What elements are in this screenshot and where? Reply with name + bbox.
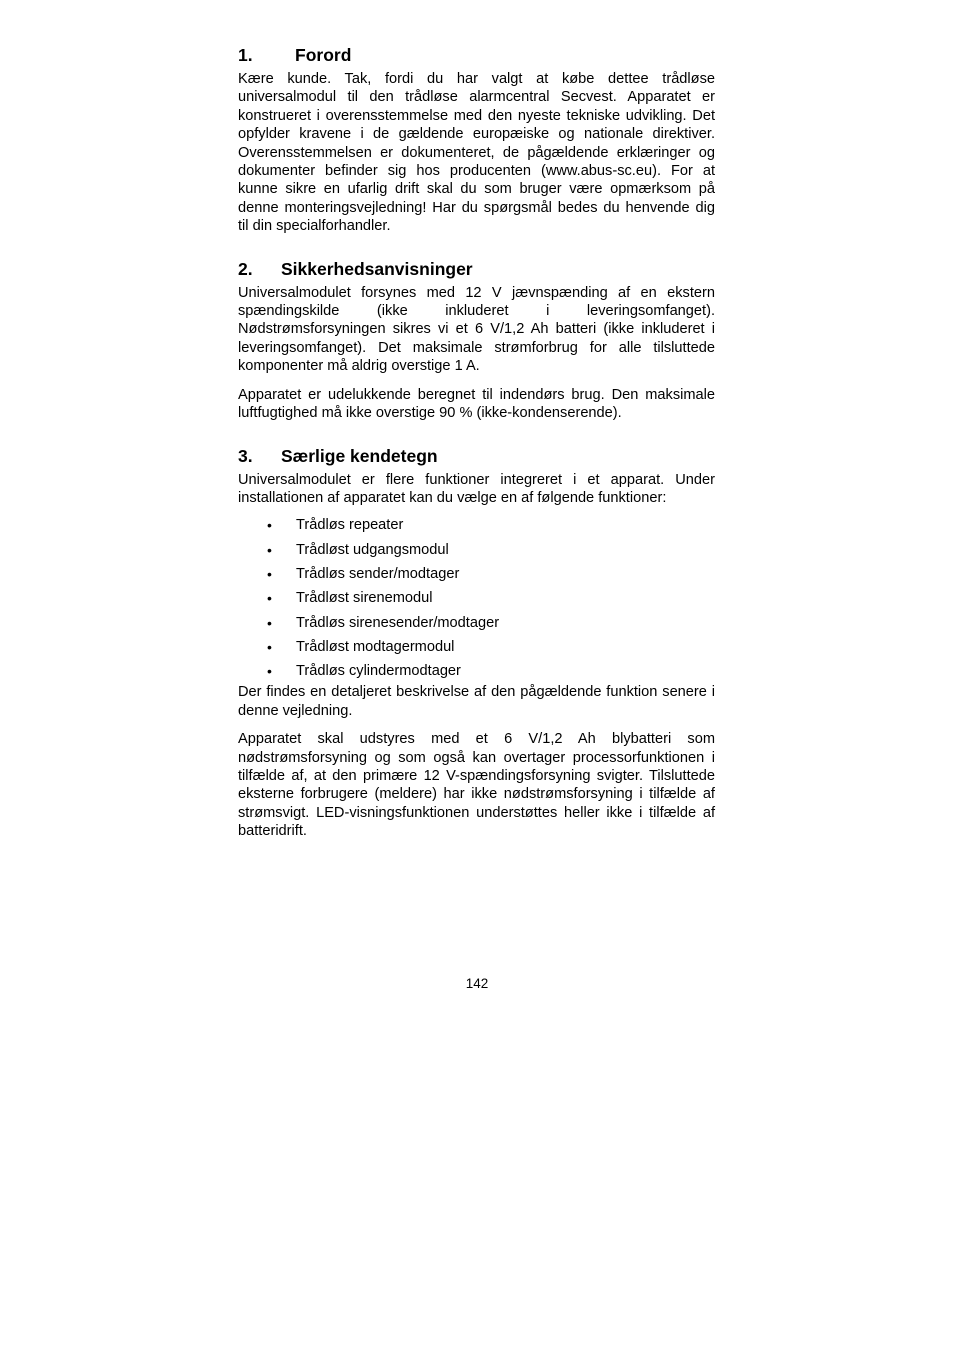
section-title: Særlige kendetegn <box>281 445 438 466</box>
bullet-icon: • <box>267 663 272 680</box>
paragraph: Kære kunde. Tak, fordi du har valgt at købe dettee trådløse universalmodul til den trådløse alarmcentral Secvest. Apparatet er konstrueret i overensstemmelse med den nyeste tekniske udvikling. Det opfylder kravene i de gældende europæiske og nationale direktiver. Overensstemmelsen er dokumenteret, de pågældende erklæringer og dokumenter befinder sig hos producenten (www.abus-sc.eu). For at kunne sikre en ufarlig drift skal du som bruger være opmærksom på denne monteringsvejledning! Har du spørgsmål bedes du henvende dig til din specialforhandler. <box>238 71 715 235</box>
list-item: • Trådløs sirenesender/modtager <box>238 611 715 635</box>
section-number: 1. <box>238 45 253 65</box>
bullet-icon: • <box>267 565 272 582</box>
document-page <box>238 44 715 841</box>
paragraph: Der findes en detaljeret beskrivelse af den pågældende funktion senere i denne vejledning. <box>238 684 715 719</box>
paragraph: Universalmodulet er flere funktioner integreret i et apparat. Under installationen af apparatet kan du vælge en af følgende funktioner: <box>238 471 715 506</box>
bullet-icon: • <box>267 541 272 558</box>
list-item: • Trådløs repeater <box>238 513 715 537</box>
paragraph: Apparatet skal udstyres med et 6 V/1,2 Ah blybatteri som nødstrømsforsyning og som også kan overtager processorfunktionen i tilfælde af, at den primære 12 V-spændingsforsyning svigter. Tilsluttede eksterne forbrugere (meldere) har ikke nødstrømsforsyning i tilfælde af strømsvigt. LED-visningsfunktionen understøttes heller ikke i tilfælde af batteridrift. <box>238 731 715 840</box>
list-item: • Trådløst udgangsmodul <box>238 538 715 562</box>
section-heading-forord <box>238 44 715 66</box>
page-number: 142 <box>465 976 489 991</box>
section-heading-saerlige-kendetegn <box>238 445 715 467</box>
section-number: 2. <box>238 258 253 279</box>
bullet-icon: • <box>267 638 272 655</box>
paragraph: Universalmodulet forsynes med 12 V jævnspænding af en ekstern spændingskilde (ikke inkluderet i leveringsomfanget). Nødstrømsforsyningen sikres vi et 6 V/1,2 Ah batteri (ikke inkluderet i leveringsomfanget). Det maksimale strømforbrug for alle tilsluttede komponenter må aldrig overstige 1 A. <box>238 284 715 375</box>
section-number: 3. <box>238 445 253 466</box>
list-item: • Trådløst modtagermodul <box>238 635 715 659</box>
list-item: • Trådløst sirenemodul <box>238 586 715 610</box>
section-title: Sikkerhedsanvisninger <box>281 258 473 279</box>
function-list <box>238 513 715 683</box>
list-item: • Trådløs sender/modtager <box>238 562 715 586</box>
bullet-icon: • <box>267 517 272 534</box>
paragraph: Apparatet er udelukkende beregnet til indendørs brug. Den maksimale luftfugtighed må ikke overstige 90 % (ikke-kondenserende). <box>238 386 715 422</box>
list-item: • Trådløs cylindermodtager <box>238 659 715 683</box>
section-title: Forord <box>295 45 352 65</box>
section-heading-sikkerhedsanvisninger <box>238 258 715 280</box>
bullet-icon: • <box>267 590 272 607</box>
bullet-icon: • <box>267 614 272 631</box>
